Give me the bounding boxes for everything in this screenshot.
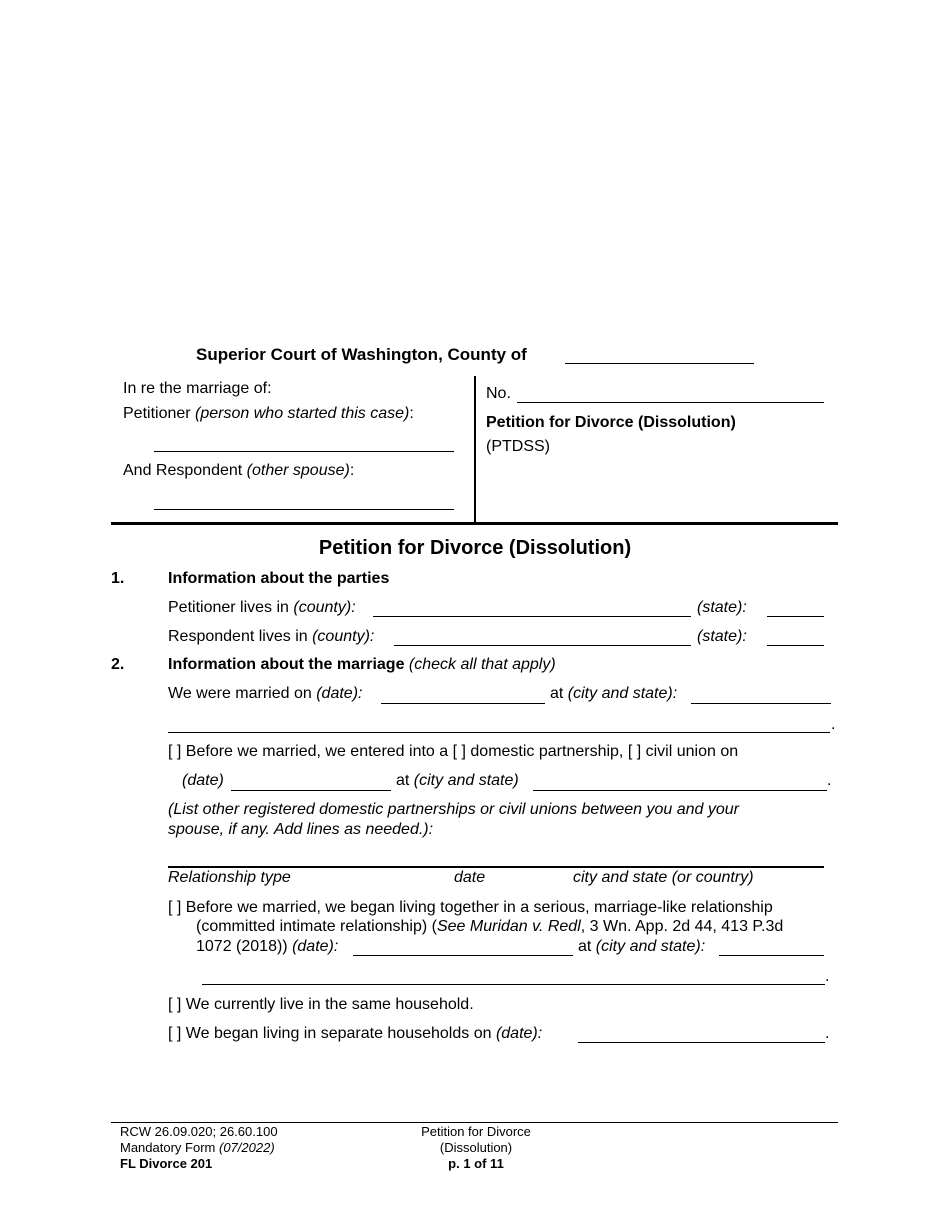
cir-line-1: [ ] Before we married, we began living together in a serious, marriage-like relationship: [168, 899, 773, 916]
footer-rule: [111, 1122, 838, 1123]
marriage-date-field[interactable]: [381, 703, 545, 704]
county-field[interactable]: [565, 363, 754, 364]
partnership-place-field[interactable]: [533, 790, 827, 791]
footer-page: p. 1 of 11: [448, 1156, 504, 1171]
cir-checkbox[interactable]: [ ]: [168, 899, 182, 916]
cir-place-field[interactable]: [719, 955, 824, 956]
footer-mandatory: Mandatory Form (07/2022): [120, 1140, 275, 1155]
caption-divider: [474, 376, 476, 523]
cir-date-field[interactable]: [353, 955, 573, 956]
caption-doc-title: Petition for Divorce (Dissolution): [486, 414, 736, 431]
same-household-line: [ ] We currently live in the same household.: [168, 996, 474, 1013]
caption-bottom-rule: [111, 522, 838, 525]
caption-doc-code: (PTDSS): [486, 438, 550, 455]
cir-line-2: (committed intimate relationship) (See Muridan v. Redl, 3 Wn. App. 2d 44, 413 P.3d: [196, 918, 784, 935]
respondent-state-field[interactable]: [767, 645, 824, 646]
separate-households-checkbox[interactable]: [ ]: [168, 1025, 182, 1042]
respondent-lives-label: Respondent lives in (county):: [168, 628, 375, 645]
petitioner-state-field[interactable]: [767, 616, 824, 617]
partnership-list-rule: [168, 866, 824, 868]
section-1-number: 1.: [111, 570, 125, 587]
page-title: Petition for Divorce (Dissolution): [318, 537, 632, 559]
marriage-place-field[interactable]: [691, 703, 831, 704]
section-1-heading: Information about the parties: [168, 570, 390, 587]
same-household-checkbox[interactable]: [ ]: [168, 996, 182, 1013]
respondent-state-label: (state):: [697, 628, 747, 645]
partnership-place-label: at (city and state): [396, 772, 519, 789]
footer-rcw: RCW 26.09.020; 26.60.100: [120, 1124, 278, 1139]
separate-households-line: [ ] We began living in separate households on (date):: [168, 1025, 543, 1042]
petitioner-state-label: (state):: [697, 599, 747, 616]
in-re-label: In re the marriage of:: [123, 380, 272, 397]
footer-title-2: (Dissolution): [439, 1140, 513, 1155]
cir-place-field-2[interactable]: [202, 984, 825, 985]
case-number-field[interactable]: [517, 402, 824, 403]
footer-form-id: FL Divorce 201: [120, 1156, 213, 1171]
domestic-partnership-checkbox[interactable]: [ ]: [452, 743, 466, 760]
respondent-county-field[interactable]: [394, 645, 691, 646]
list-other-instruction-2: spouse, if any. Add lines as needed.):: [168, 821, 434, 838]
marriage-place-field-2[interactable]: [168, 732, 830, 733]
section-2-number: 2.: [111, 656, 125, 673]
col-city-state: city and state (or country): [573, 869, 754, 886]
civil-union-checkbox[interactable]: [ ]: [627, 743, 642, 760]
petitioner-label: Petitioner (person who started this case):: [123, 405, 414, 422]
petitioner-name-field[interactable]: [154, 451, 454, 452]
cir-line-3: 1072 (2018)) (date):: [196, 938, 339, 955]
marriage-place-period: .: [831, 716, 836, 733]
petitioner-county-field[interactable]: [373, 616, 691, 617]
col-relationship-type: Relationship type: [168, 869, 291, 886]
separation-date-field[interactable]: [578, 1042, 825, 1043]
cir-place-label: at (city and state):: [578, 938, 706, 955]
respondent-label: And Respondent (other spouse):: [123, 462, 355, 479]
respondent-name-field[interactable]: [154, 509, 454, 510]
list-other-instruction: (List other registered domestic partnerships or civil unions between you and your: [168, 801, 739, 818]
petitioner-lives-label: Petitioner lives in (county):: [168, 599, 356, 616]
case-number-label: No.: [486, 385, 511, 402]
marriage-place-label: at (city and state):: [550, 685, 678, 702]
married-on-label: We were married on (date):: [168, 685, 363, 702]
partnership-date-label: (date): [182, 772, 224, 789]
footer-title-1: Petition for Divorce: [421, 1124, 531, 1139]
partnership-place-period: .: [827, 772, 832, 789]
col-date: date: [454, 869, 486, 886]
cir-place-period: .: [825, 968, 830, 985]
court-title: Superior Court of Washington, County of: [196, 345, 527, 364]
partnership-checkbox[interactable]: [ ]: [168, 743, 182, 760]
separation-date-period: .: [825, 1025, 830, 1042]
partnership-date-field[interactable]: [231, 790, 391, 791]
section-2-heading: Information about the marriage (check all that apply): [168, 656, 556, 673]
partnership-line: [ ] Before we married, we entered into a [ ] domestic partnership, [ ] civil union on: [168, 743, 739, 760]
